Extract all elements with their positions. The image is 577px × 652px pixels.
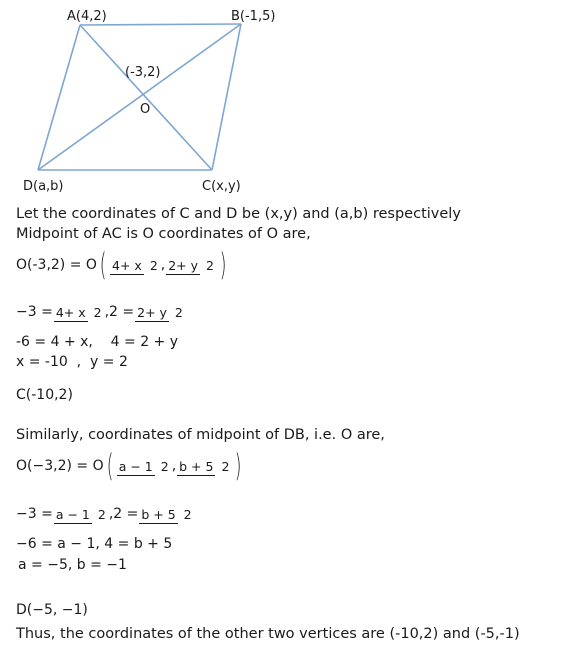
eq2-fraction-2 [135,306,185,319]
eq3-fraction-1 [117,460,171,473]
solve-line-4: a = −5, b = −1 [18,557,127,573]
eq2-b: ,2 = [104,304,135,320]
side-bc [212,24,241,170]
eq1-f1-den: 2 [149,257,158,273]
diagonal-bd [38,24,241,170]
solve-line-3: −6 = a − 1, 4 = b + 5 [16,536,173,552]
side-da [38,25,80,170]
solve-line-1: -6 = 4 + x, 4 = 2 + y [16,334,179,350]
similarly-line: Similarly, coordinates of midpoint of DB, i.e. O are, [16,427,385,443]
eq3-comma: , [171,458,177,474]
eq2-a: −3 = [16,304,53,320]
equation-midpoint-ac [16,246,229,284]
eq4-fraction-1 [54,508,108,521]
eq3-fraction-2 [177,460,231,473]
eq3-f2-den: 2 [221,458,230,474]
label-o: O [140,102,151,117]
eq4-fraction-2 [139,508,193,521]
eq1-fraction-1 [110,259,160,272]
eq1-f1-num: 4+ x [112,257,142,273]
solve-line-2: x = -10 , y = 2 [16,354,128,370]
eq1-open-paren: ( [99,247,107,283]
eq2-f1-den: 2 [93,304,102,320]
eq2-f2-den: 2 [174,304,183,320]
eq3-open-paren: ( [106,448,113,484]
diagonal-ac [80,25,212,170]
eq3-f1-den: 2 [160,458,169,474]
eq2-f2-num: 2+ y [137,304,167,320]
eq3-f1-num: a − 1 [118,458,153,474]
eq4-b: ,2 = [108,506,139,522]
parallelogram-diagram [0,0,577,200]
eq1-comma: , [160,257,166,273]
eq3-close-paren: ) [235,448,242,484]
equation-midpoint-db [16,447,245,485]
eq1-fraction-2 [166,259,216,272]
label-mid: (-3,2) [125,65,161,80]
eq1-close-paren: ) [219,247,227,283]
result-d: D(−5, −1) [16,602,88,618]
label-b: B(-1,5) [231,9,276,24]
midpoint-ac-line: Midpoint of AC is O coordinates of O are, [16,226,311,242]
eq2-fraction-1 [54,306,104,319]
conclusion-line: Thus, the coordinates of the other two vertices are (-10,2) and (-5,-1) [16,626,520,642]
eq4-f2-num: b + 5 [141,506,176,522]
eq4-f1-den: 2 [97,506,106,522]
eq3-lhs: O(−3,2) = O [16,458,104,474]
eq4-f1-num: a − 1 [55,506,90,522]
equation-solve-ac [16,293,186,331]
eq1-f2-num: 2+ y [168,257,199,273]
eq3-f2-num: b + 5 [179,458,214,474]
side-ab [80,24,241,25]
equation-solve-db [16,495,195,533]
eq4-f2-den: 2 [183,506,192,522]
eq2-f1-num: 4+ x [55,304,86,320]
eq1-lhs: O(-3,2) = O [16,257,97,273]
result-c: C(-10,2) [16,387,73,403]
label-a: A(4,2) [67,9,107,24]
label-c: C(x,y) [202,179,241,194]
label-d: D(a,b) [23,179,64,194]
eq1-f2-den: 2 [206,257,214,273]
intro-line: Let the coordinates of C and D be (x,y) and (a,b) respectively [16,206,461,222]
eq4-a: −3 = [16,506,53,522]
